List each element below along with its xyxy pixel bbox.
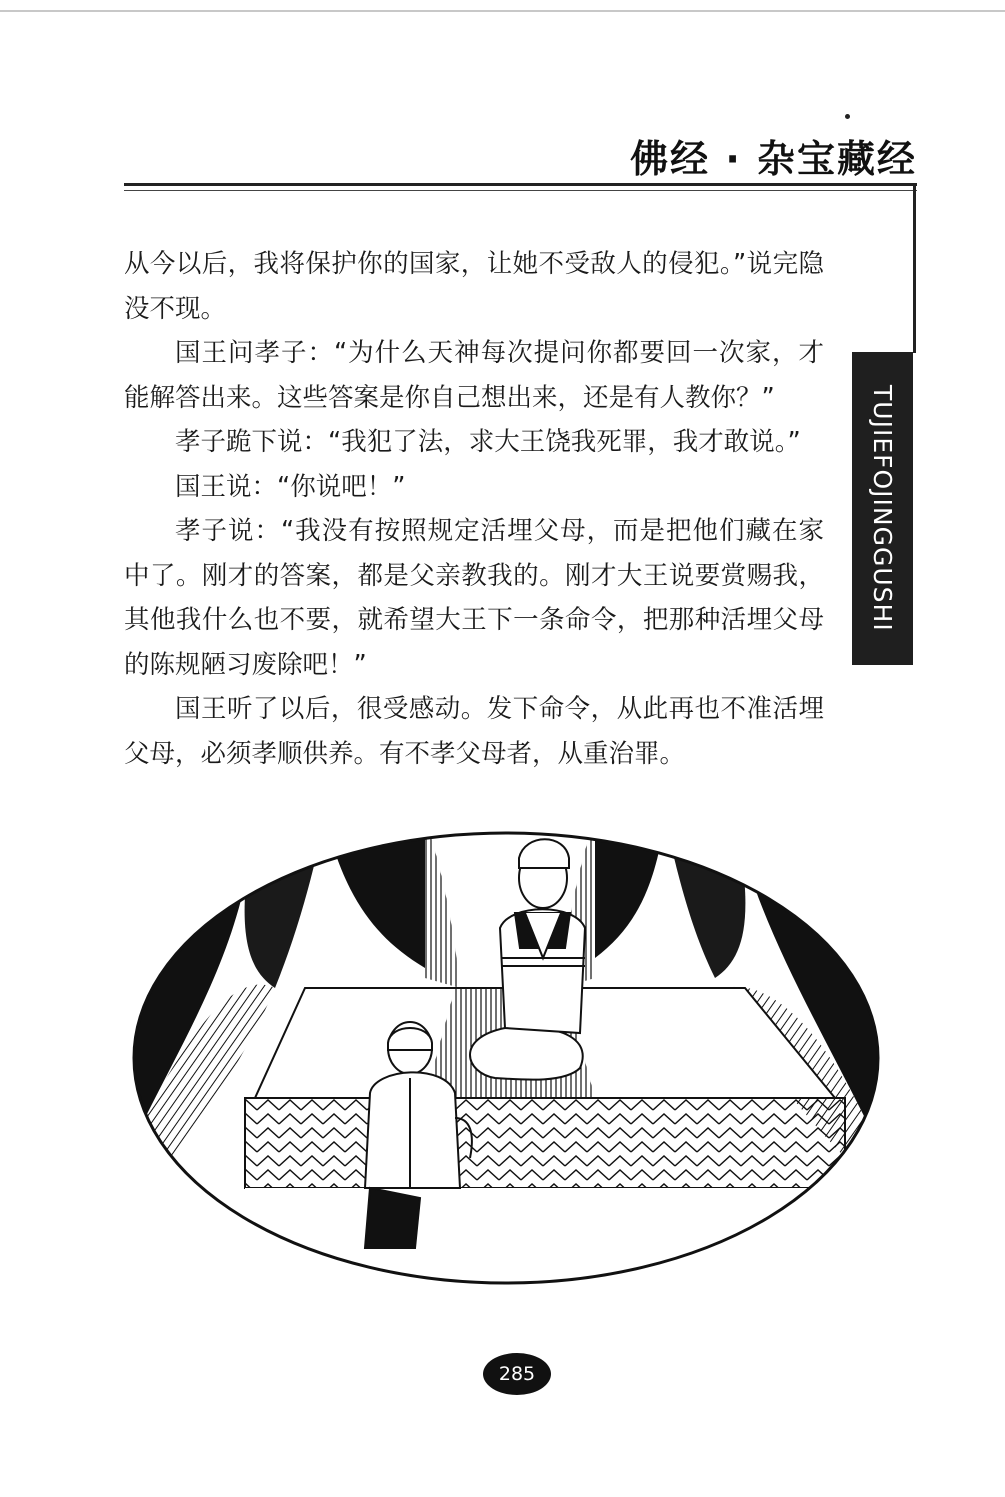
paragraph: 孝子跪下说：“我犯了法，求大王饶我死罪，我才敢说。” [175,427,801,457]
paragraph: 国王说：“你说吧！” [175,471,406,502]
header-rule-vertical [913,183,916,353]
header-rule [124,183,917,186]
paragraph: 孝子说：“我没有按照规定活埋父母，而是把他们藏在家中了。刚才的答案，都是父亲教我的。刚才大王说要赏赐我，其他我什么也不要，就希望大王下一条命令，把那种活埋父母的陈规陋习废除吧！” [124,516,824,680]
body-text [124,242,824,776]
page-number: 285 [483,1353,551,1395]
throne-base [245,1098,845,1188]
side-tab [852,352,913,665]
paragraph: 从今以后，我将保护你的国家，让她不受敌人的侵犯。”说完隐没不现。 [124,249,824,324]
side-tab-label: TUJIEFOJINGGUSHI [868,385,897,632]
ink-dot [845,114,850,119]
header-rule-thin [124,190,917,191]
top-border-line [0,10,1005,12]
illustration-king-and-kneeling-son [125,818,887,1288]
book-title: 佛经 · 杂宝藏经 [630,137,917,181]
paragraph: 国王问孝子：“为什么天神每次提问你都要回一次家，才能解答出来。这些答案是你自己想出来，还是有人教你？” [124,338,824,413]
paragraph: 国王听了以后，很受感动。发下命令，从此再也不准活埋父母，必须孝顺供养。有不孝父母者，从重治罪。 [124,694,824,769]
